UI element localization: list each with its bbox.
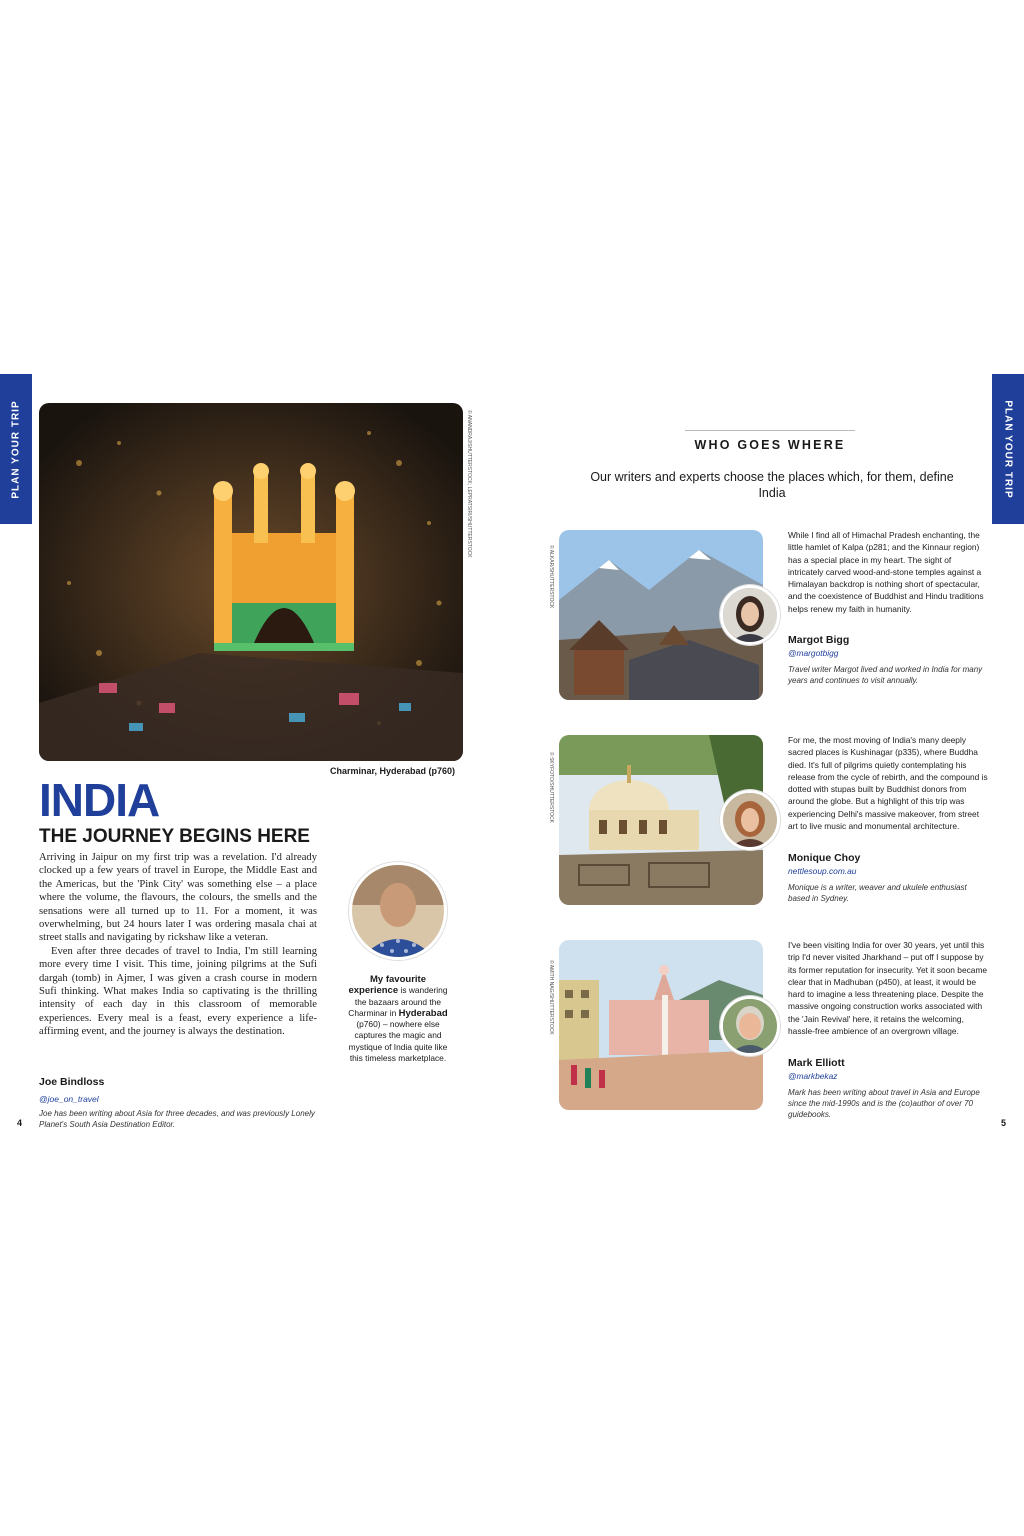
portrait-illustration — [723, 999, 777, 1053]
heading-rule — [685, 430, 855, 431]
who-goes-where-intro: Our writers and experts choose the places which, for them, define India — [590, 470, 954, 500]
portrait-illustration — [723, 588, 777, 642]
entry-name-monique: Monique Choy — [788, 852, 861, 864]
page-number-left: 4 — [17, 1118, 23, 1128]
body-paragraph: Arriving in Jaipur on my first trip was a revelation. I'd already clocked up a few years of travel in Europe, the Middle East and the Americas, but the 'Pink City' was something else – a place where the volume, the flavours, the colours, the smells and the sensations were all turned up to 11. For a moment, it was overwhelming, but 24 hours later I was ordering masala chai at street stalls and navigating by rickshaw like a veteran. — [39, 852, 317, 944]
hero-photo-charminar — [39, 403, 463, 761]
favourite-place: Hyderabad — [398, 1007, 448, 1019]
photo-credit-madhuban: © AMITH NAG/SHUTTERSTOCK — [548, 960, 554, 1035]
photo-credit-kalpa: © ALKAR/SHUTTERSTOCK — [548, 545, 554, 609]
entry-bio-mark: Mark has been writing about travel in Asia and Europe since the mid-1990s and is the (co)author of over 70 guidebooks. — [788, 1088, 980, 1119]
hero-photo-credit: © ANANDRAJ/SHUTTERSTOCK; LEPRATSIRI/SHUTTERSTOCK — [466, 410, 472, 558]
entry-bio-monique: Monique is a writer, weaver and ukulele enthusiast based in Sydney. — [788, 883, 967, 903]
entry-handle-monique[interactable]: nettlesoup.com.au — [788, 866, 857, 876]
intro-body — [39, 851, 317, 1039]
entry-text-mark: I've been visiting India for over 30 years, yet until this trip I'd never visited Jharkhand – put off I suppose by its former reputation for insecurity. Yet it soon became clear that in Madhuban (p450), at least, it would be hard to imagine a less threatening place. Despite the massive ongoing construction works associated with the 'Jain Revival' here, it retains the welcoming, hassle-free ambience of an overgrown village. — [788, 940, 988, 1037]
hero-caption: Charminar, Hyderabad (p760) — [330, 766, 456, 776]
author-portrait-joe — [349, 862, 447, 960]
plan-your-trip-tab-left: PLAN YOUR TRIP — [0, 374, 32, 524]
who-goes-where-heading: WHO GOES WHERE — [694, 438, 846, 452]
entry-text-margot: While I find all of Himachal Pradesh enchanting, the little hamlet of Kalpa (p281; and the Kinnaur region) has a special place in my heart. The sight of intricately carved wood-and-stone temples against a Himalayan backdrop is nothing short of spectacular, and the coexistence of Buddhist and Hindu traditions helps renew my faith in humanity. — [788, 530, 984, 614]
entry-name-mark: Mark Elliott — [788, 1057, 845, 1069]
entry-bio-margot: Travel writer Margot lived and worked in India for many years and continues to visit annually. — [788, 665, 983, 685]
author-bio: Joe has been writing about Asia for three decades, and was previously Lonely Planet's South Asia Destination Editor. — [39, 1109, 315, 1129]
author-handle[interactable]: @joe_on_travel — [39, 1094, 99, 1104]
favourite-experience — [348, 974, 448, 1064]
page-subtitle: THE JOURNEY BEGINS HERE — [39, 826, 310, 847]
portrait-monique — [720, 790, 780, 850]
entry-handle-margot[interactable]: @margotbigg — [788, 648, 839, 658]
portrait-illustration — [723, 793, 777, 847]
author-name: Joe Bindloss — [39, 1076, 105, 1088]
favourite-text-pre: is wandering the bazaars around the Charminar in — [348, 985, 448, 1018]
portrait-mark — [720, 996, 780, 1056]
body-paragraph: Even after three decades of travel to India, I'm still learning more every time I visit. This time, joining pilgrims at the Sufi dargah (tomb) in Ajmer, I was given a crash course in modern Sufi thinking. What makes India so captivating is the thrilling intensity of each day in this classroom of memorable experiences. Every meal is a feast, every experience a life-affirming event, and the journey is always the destination. — [39, 945, 317, 1038]
entry-text-monique: For me, the most moving of India's many deeply sacred places is Kushinagar (p335), where Buddha died. It's full of pilgrims quietly contemplating his release from the cycle of rebirth, and the compound is dotted with stupas built by Buddhist donors from around the globe. But a highlight of this trip was experiencing Delhi's massive makeover, from street art to live music and monumental architecture. — [788, 735, 988, 832]
entry-handle-mark[interactable]: @markbekaz — [788, 1071, 838, 1081]
favourite-text-post: (p760) – nowhere else captures the magic and mystique of India quite like this timeless marketplace. — [348, 1019, 448, 1064]
portrait-margot — [720, 585, 780, 645]
entry-name-margot: Margot Bigg — [788, 634, 850, 646]
plan-your-trip-tab-right: PLAN YOUR TRIP — [992, 374, 1024, 524]
favourite-heading: My favourite experience — [348, 974, 426, 997]
photo-credit-kushinagar: © SKYFOTO/SHUTTERSTOCK — [548, 752, 554, 824]
page-title: INDIA — [39, 774, 160, 826]
charminar-illustration — [39, 403, 463, 761]
page-number-right: 5 — [1001, 1118, 1007, 1128]
portrait-illustration — [352, 865, 444, 957]
